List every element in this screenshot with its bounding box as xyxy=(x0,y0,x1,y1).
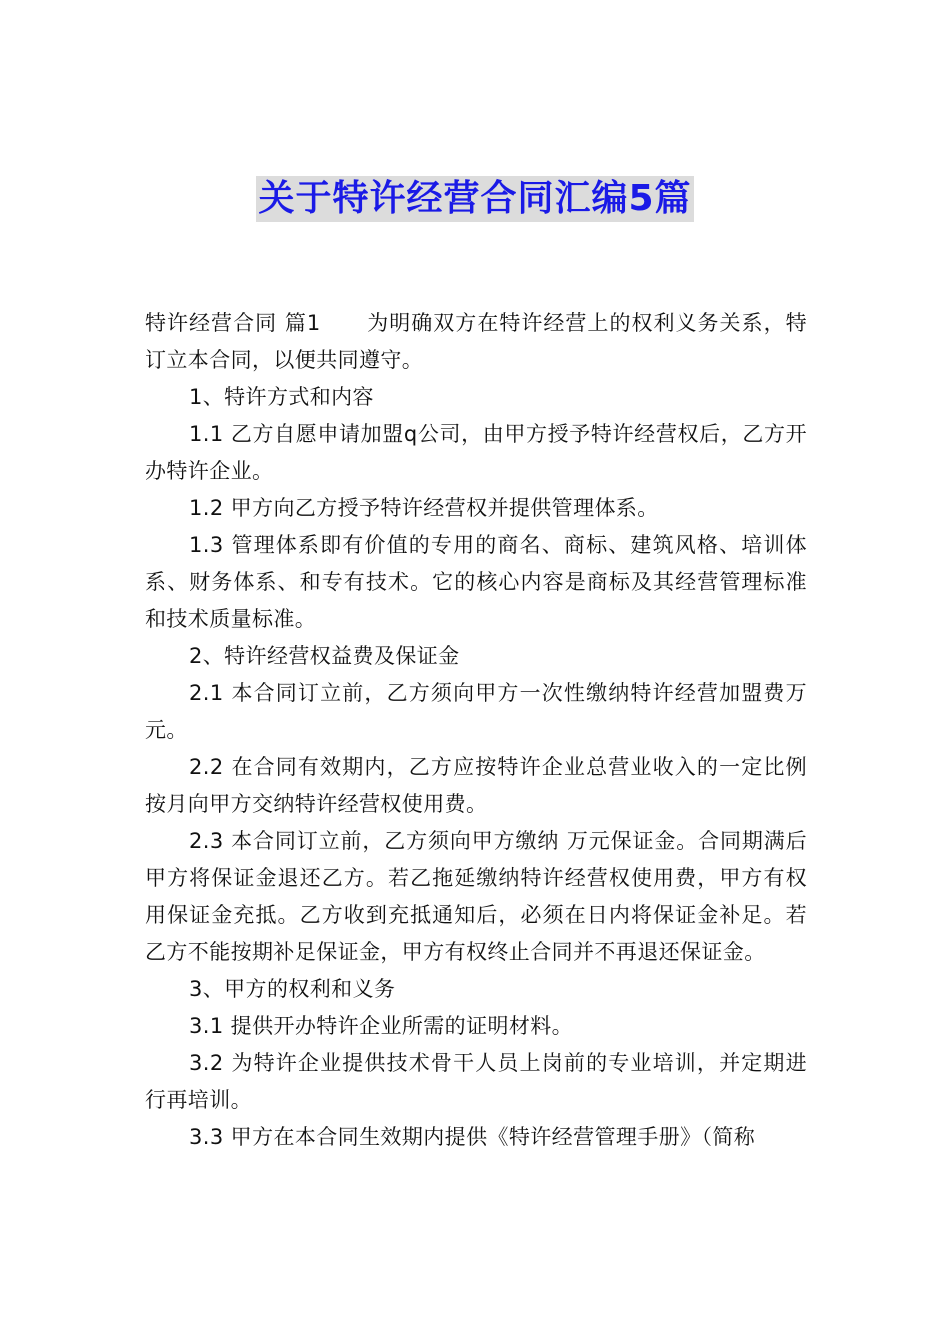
intro-text: 为明确双方在特许经营上的权利义务关系，特订立本合同，以便共同遵守。 xyxy=(145,311,808,372)
clause-3-1: 3.1 提供开办特许企业所需的证明材料。 xyxy=(189,1014,574,1038)
section-heading-1: 1、特许方式和内容 xyxy=(189,385,374,409)
section-heading-2: 2、特许经营权益费及保证金 xyxy=(189,644,460,668)
clause-1-2: 1.2 甲方向乙方授予特许经营权并提供管理体系。 xyxy=(189,496,659,520)
document-body xyxy=(145,305,807,1156)
clause-2-1: 2.1 本合同订立前，乙方须向甲方一次性缴纳特许经营加盟费万元。 xyxy=(145,681,807,742)
clause-3-2: 3.2 为特许企业提供技术骨干人员上岗前的专业培训，并定期进行再培训。 xyxy=(145,1051,807,1112)
clause-3-3: 3.3 甲方在本合同生效期内提供《特许经营管理手册》（简称 xyxy=(189,1125,756,1149)
clause-1-1: 1.1 乙方自愿申请加盟q公司，由甲方授予特许经营权后，乙方开办特许企业。 xyxy=(145,422,807,483)
intro-label: 特许经营合同 篇1 xyxy=(145,311,321,335)
intro-paragraph xyxy=(145,305,807,379)
clause-2-3: 2.3 本合同订立前，乙方须向甲方缴纳 万元保证金。合同期满后甲方将保证金退还乙方。若乙拖延缴纳特许经营权使用费，甲方有权用保证金充抵。乙方收到充抵通知后，必须在日内将保证金补足。若乙方不能按期补足保证金，甲方有权终止合同并不再退还保证金。 xyxy=(145,829,807,964)
clause-2-2: 2.2 在合同有效期内，乙方应按特许企业总营业收入的一定比例按月向甲方交纳特许经营权使用费。 xyxy=(145,755,807,816)
document-title: 关于特许经营合同汇编5篇 xyxy=(256,176,693,222)
section-heading-3: 3、甲方的权利和义务 xyxy=(189,977,396,1001)
title-area xyxy=(0,176,950,222)
clause-1-3: 1.3 管理体系即有价值的专用的商名、商标、建筑风格、培训体系、财务体系、和专有技术。它的核心内容是商标及其经营管理标准和技术质量标准。 xyxy=(145,533,807,631)
